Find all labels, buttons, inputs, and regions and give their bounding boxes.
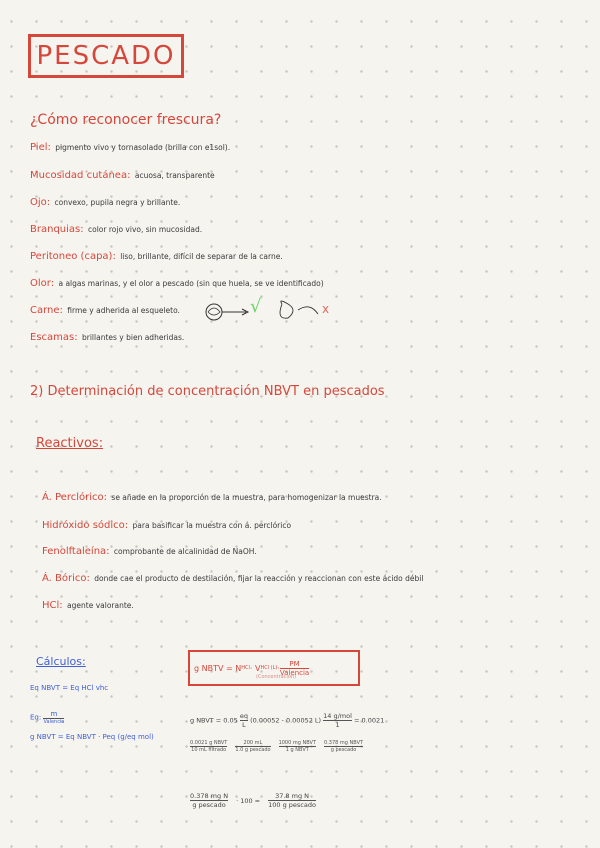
calc-1-fraction (323, 712, 352, 729)
calc-line-2-fraction (43, 710, 64, 725)
nbvt-formula-box (188, 650, 360, 686)
calc-3-lhs (190, 792, 228, 809)
reagent-text: donde cae el producto de destilación, fijar la reacción y reaccionan con este ácido débil (94, 574, 424, 583)
feature-text: firme y adherida al esqueleto. (67, 306, 180, 315)
calc-1-paren: (0.00052 - 0.00052 L) (250, 716, 322, 725)
fraction-denominator: 100 g pescado (268, 801, 316, 809)
reagent-label: Fenolftaleína: (42, 546, 110, 557)
calc-line-2-lhs: Eq: (30, 713, 42, 722)
formula-note: (Concentración) (256, 674, 297, 680)
formula-dot: · (277, 663, 280, 673)
reagent-line (42, 600, 134, 611)
fraction-denominator: g pescado (192, 801, 226, 809)
feature-line (30, 332, 184, 343)
fraction-denominator: L (242, 721, 246, 729)
feature-label: Mucosidad cutánea: (30, 170, 131, 181)
feature-text: convexo, pupila negra y brillante. (54, 198, 181, 207)
calc-1 (190, 712, 384, 729)
fraction-denominator: 1 g NBVT (285, 747, 309, 753)
calculos-title: Cálculos: (36, 655, 86, 668)
calc-3-times: · 100 = (236, 796, 261, 805)
feature-text: color rojo vivo, sin mucosidad. (88, 225, 203, 234)
feature-line (30, 278, 324, 289)
feature-line (30, 170, 215, 181)
reactivos-title: Reactivos: (36, 436, 104, 451)
cross-icon: x (322, 302, 330, 316)
formula-v-subscript: HCl (L) (260, 665, 278, 671)
feature-line (30, 305, 180, 316)
formula-frac-den: Valencia (279, 668, 310, 677)
fish-sketch-good (202, 298, 352, 326)
reagent-text: se añade en la proporción de la muestra, para homogenizar la muestra. (111, 493, 382, 502)
fraction-numerator: 0.378 mg NBVT (324, 740, 364, 746)
feature-label: Olor: (30, 278, 55, 289)
calc-2-factor-2 (235, 740, 270, 753)
page-title: PESCADO (36, 41, 176, 71)
page-title-box (28, 34, 184, 78)
reagent-line (42, 492, 382, 503)
formula-mid: · V (249, 663, 261, 673)
feature-text: pigmento vivo y tornasolado (brilla con e1sol). (55, 143, 231, 152)
reagent-line (42, 546, 257, 557)
check-icon: √ (250, 296, 262, 317)
fraction-numerator: 0.0021 g NBVT (190, 740, 228, 746)
feature-label: Carne: (30, 305, 63, 316)
fraction-numerator: 0.378 mg N (190, 792, 229, 800)
feature-text: acuosa, transparente (134, 171, 215, 180)
feature-line (30, 197, 180, 208)
feature-line (30, 142, 230, 153)
calc-1-lhs: g NBVT = 0.05 (190, 716, 238, 725)
calc-line-1: Eq NBVT = Eq HCl vhc (30, 684, 109, 692)
reagent-label: Hidróxido sódico: (42, 520, 129, 531)
feature-label: Escamas: (30, 332, 78, 343)
fraction-numerator: 37.8 mg N (275, 792, 310, 800)
reagent-label: HCl: (42, 600, 63, 611)
fraction-denominator: g pescado (330, 747, 357, 753)
calc-2-factor-3 (279, 740, 316, 753)
reagent-text: agente valorante. (67, 601, 134, 610)
formula-frac-num: PM (289, 659, 300, 668)
fraction-denominator: 1 (335, 721, 340, 729)
calc-line-3: g NBVT = Eq NBVT · Peq (g/eq mol) (30, 733, 154, 741)
reagent-label: Á. Bórico: (42, 573, 90, 584)
feature-text: brillantes y bien adheridas. (82, 333, 185, 342)
calc-3-rhs (268, 792, 316, 809)
fraction-numerator: 200 mL (243, 740, 263, 746)
formula-n-subscript: HCl (241, 665, 250, 671)
fraction-numerator: 14 g/mol (323, 712, 352, 720)
feature-label: Piel: (30, 142, 51, 153)
calc-2-factor-1 (190, 740, 227, 753)
fraction-numerator: eq (239, 712, 248, 720)
fraction-numerator: 1000 mg NBVT (278, 740, 317, 746)
reagent-text: para basificar la muestra con á. perclórico (132, 521, 292, 530)
reagent-text: comprobante de alcalinidad de NaOH. (113, 547, 257, 556)
reagent-label: Á. Perclórico: (42, 492, 108, 503)
calc-2 (190, 740, 363, 753)
fraction-denominator: Valencia (43, 719, 65, 725)
freshness-question: ¿Cómo reconocer frescura? (30, 112, 222, 128)
feature-label: Ojo: (30, 197, 51, 208)
feature-line (30, 251, 283, 262)
fraction-denominator: 1.0 g pescado (235, 747, 271, 753)
feature-label: Peritoneo (capa): (30, 251, 116, 262)
feature-text: liso, brillante, difícil de separar de la carne. (120, 252, 283, 261)
feature-label: Branquias: (30, 224, 84, 235)
fraction-denominator: 10 mL filtrado (191, 747, 227, 753)
section-2-title: 2) Determinación de concentración NBVT en pescados (30, 384, 385, 399)
calc-2-result (324, 740, 363, 753)
reagent-line (42, 520, 291, 531)
feature-line (30, 224, 202, 235)
calc-1-result: = 0.0021 (354, 716, 385, 725)
feature-text: a algas marinas, y el olor a pescado (sin que huela, se ve identificado) (58, 279, 324, 288)
fraction-numerator: m (50, 710, 58, 718)
calc-3 (190, 792, 316, 809)
reagent-line (42, 573, 423, 584)
calc-line-2 (30, 710, 64, 725)
formula-lhs: g NBTV = N (194, 663, 242, 673)
calc-1-unit (240, 712, 248, 729)
